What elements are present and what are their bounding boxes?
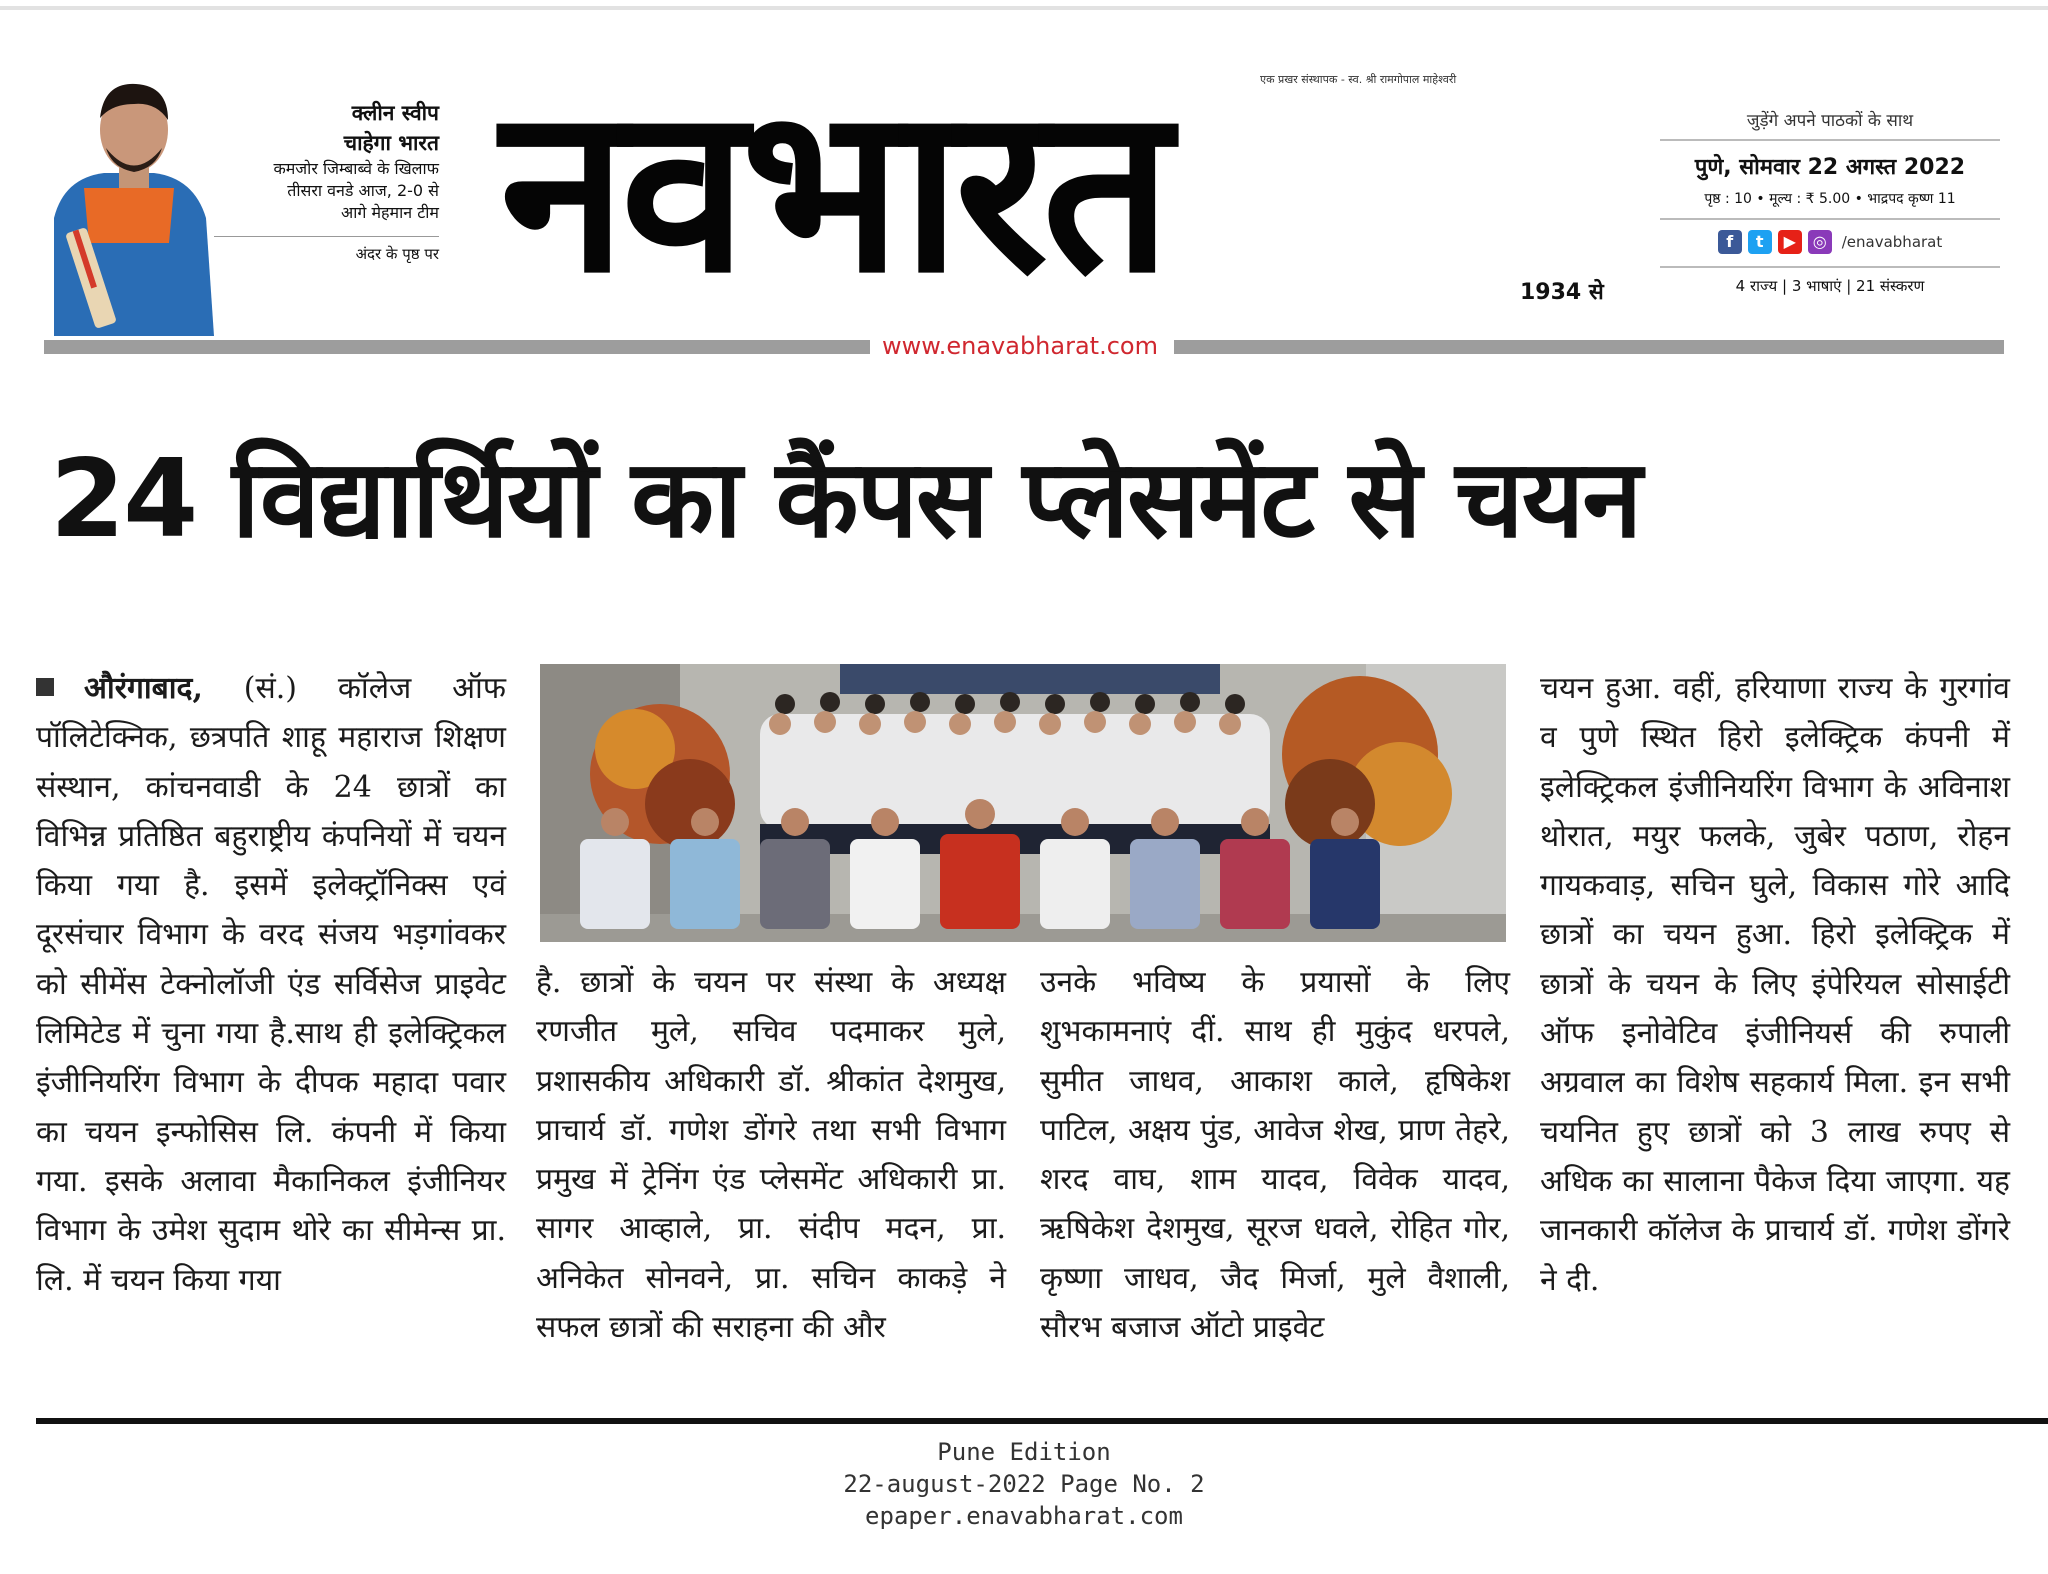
page-footer bbox=[0, 1436, 2048, 1532]
footer-edition: Pune Edition bbox=[937, 1438, 1111, 1466]
since-year: 1934 से bbox=[1520, 280, 1604, 305]
column-2-text: है. छात्रों के चयन पर संस्था के अध्यक्ष रणजीत मुले, सचिव पदमाकर मुले, प्रशासकीय अधिकारी डॉ. श्रीकांत देशमुख, प्राचार्य डॉ. गणेश डोंगरे तथा सभी विभाग प्रमुख में ट्रेनिंग एंड प्लेसमेंट अधिकारी प्रा. सागर आव्हाले, प्रा. संदीप मदन, प्रा. अनिकेत सोनवने, प्रा. सचिन काकड़े ने सफल छात्रों की सराहना की और bbox=[536, 965, 1006, 1346]
bullet-icon bbox=[36, 678, 54, 696]
column-4-text: चयन हुआ. वहीं, हरियाणा राज्य के गुरगांव व पुणे स्थित हिरो इलेक्ट्रिक कंपनी में इलेक्ट्रिकल इंजीनियरिंग विभाग के अविनाश थोरात, मयुर फलके, जुबेर पठाण, रोहन गायकवाड़, सचिन घुले, विकास गोरे आदि छात्रों का चयन हुआ. हिरो इलेक्ट्रिक में छात्रों के चयन के लिए इंपेरियल सोसाईटी ऑफ इनोवेटिव इंजीनियर्स की रुपाली अग्रवाल का विशेष सहकार्य मिला. इन सभी चयनित हुए छात्रों को 3 लाख रुपए से अधिक का सालाना पैकेज दिया जाएगा. यह जानकारी कॉलेज के प्राचार्य डॉ. गणेश डोंगरे ने दी. bbox=[1540, 671, 2010, 1298]
social-links bbox=[1660, 218, 2000, 254]
article-column-2 bbox=[536, 958, 1006, 1398]
column-1-text: (सं.) कॉलेज ऑफ पॉलिटेक्निक, छत्रपति शाहू महाराज शिक्षण संस्थान, कांचनवाडी के 24 छात्रों का विभिन्न प्रतिष्ठित बहुराष्ट्रीय कंपनियों में चयन किया गया है. इसमें इलेक्ट्रॉनिक्स एवं दूरसंचार विभाग के वरद संजय भड़गांवकर को सीमेंस टेक्नोलॉजी एंड सर्विसेज प्राइवेट लिमिटेड में चुना गया है.साथ ही इलेक्ट्रिकल इंजीनियरिंग विभाग के दीपक महादा पवार का चयन इन्फोसिस लि. कंपनी में किया गया. इसके अलावा मैकानिकल इंजीनियर विभाग के उमेश सुदाम थोरे का सीमेन्स प्रा. लि. में चयन किया गया bbox=[36, 671, 506, 1298]
masthead-rule-left bbox=[44, 340, 870, 354]
article-column-1 bbox=[36, 664, 506, 1404]
social-handle: /enavabharat bbox=[1841, 233, 1943, 251]
footer-rule bbox=[36, 1418, 2048, 1424]
footer-page: 22-august-2022 Page No. 2 bbox=[843, 1470, 1205, 1498]
twitter-icon[interactable]: t bbox=[1748, 230, 1772, 254]
promo-line-3: आगे मेहमान टीम bbox=[341, 203, 439, 222]
top-divider bbox=[0, 6, 2048, 10]
newspaper-logo[interactable] bbox=[500, 57, 1540, 323]
cricketer-photo bbox=[44, 68, 214, 336]
article-column-3 bbox=[1040, 958, 1510, 1398]
sports-promo[interactable] bbox=[44, 68, 439, 338]
footer-site[interactable]: epaper.enavabharat.com bbox=[865, 1502, 1183, 1530]
article-headline: 24 विद्यार्थियों का कैंपस प्लेसमेंट से चयन bbox=[50, 437, 1641, 562]
greeting: जुड़ेंगे अपने पाठकों के साथ bbox=[1660, 108, 2000, 141]
promo-line-2: तीसरा वनडे आज, 2-0 से bbox=[287, 181, 439, 200]
editions-line: 4 राज्य | 3 भाषाएं | 21 संस्करण bbox=[1660, 266, 2000, 296]
promo-headline-1: क्लीन स्वीप bbox=[351, 101, 439, 125]
date-line: पुणे, सोमवार 22 अगस्त 2022 bbox=[1694, 155, 1966, 180]
column-3-text: उनके भविष्य के प्रयासों के लिए शुभकामनाएं दीं. साथ ही मुकुंद धरपले, सुमीत जाधव, आकाश काले, हृषिकेश पाटिल, अक्षय पुंड, आवेज शेख, प्राण तेहरे, शरद वाघ, शाम यादव, विवेक यादव, ऋषिकेश देशमुख, सूरज धवले, रोहित गोर, कृष्णा जाधव, जैद मिर्जा, मुले वैशाली, सौरभ बजाज ऑटो प्राइवेट bbox=[1040, 965, 1510, 1346]
facebook-icon[interactable]: f bbox=[1718, 230, 1742, 254]
promo-line-1: कमजोर जिम्बाब्वे के खिलाफ bbox=[273, 159, 439, 178]
logo-text: नवभारत bbox=[500, 57, 1166, 323]
promo-footer: अंदर के पृष्ठ पर bbox=[214, 236, 439, 265]
dateline: औरंगाबाद, bbox=[84, 671, 203, 706]
youtube-icon[interactable]: ▶ bbox=[1778, 230, 1802, 254]
meta-line: पृष्ठ : 10 • मूल्य : ₹ 5.00 • भाद्रपद कृष्ण 11 bbox=[1704, 191, 1956, 207]
group-photo bbox=[540, 664, 1506, 942]
instagram-icon[interactable]: ◎ bbox=[1808, 230, 1832, 254]
promo-headline-2: चाहेगा भारत bbox=[343, 131, 439, 155]
website-link[interactable]: www.enavabharat.com bbox=[882, 332, 1158, 360]
founder-tagline: एक प्रखर संस्थापक - स्व. श्री रामगोपाल माहेश्वरी bbox=[1260, 73, 1457, 86]
promo-text bbox=[214, 98, 439, 265]
article-column-4 bbox=[1540, 664, 2010, 1404]
edition-info bbox=[1660, 108, 2000, 296]
masthead-rule-right bbox=[1174, 340, 2004, 354]
